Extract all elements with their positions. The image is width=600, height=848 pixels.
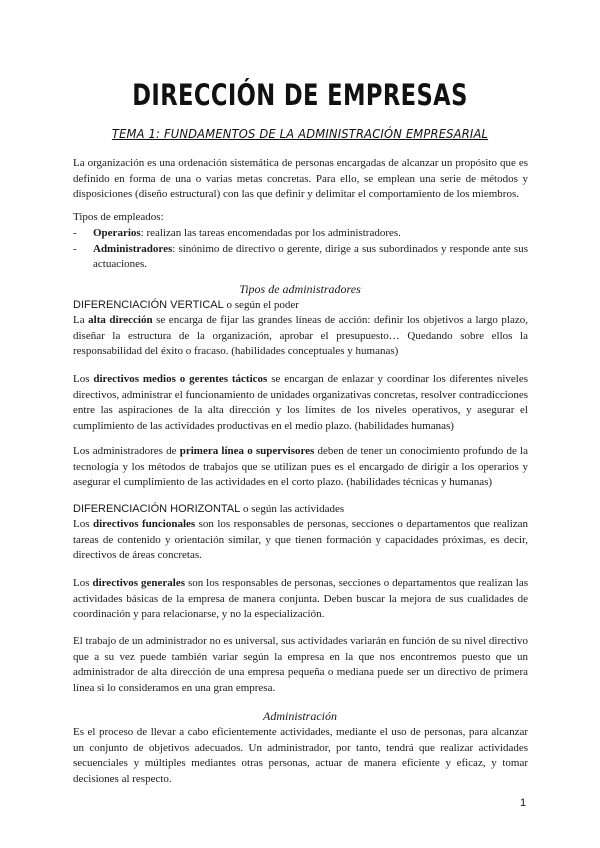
text-span: Los administradores de	[73, 445, 180, 457]
text-span: son los responsables de personas, secciones o departamentos que realizan tareas de contenido y orientación similar, y que tienen formación y capacidades próximas, es decir, directivos de áreas concretas.	[73, 518, 529, 561]
document-subtitle: TEMA 1: FUNDAMENTOS DE LA ADMINISTRACIÓN EMPRESARIAL	[111, 126, 489, 141]
administracion-paragraph: Es el proceso de llevar a cabo eficientemente actividades, mediante el uso de personas, para alcanzar un conjunto de objetivos adecuados. Un administrador, por tanto, tendrá que realizar actividades secuenciales y múltiples mediantes otras personas, actuar de manera eficiente y eficaz, y tomar decisiones al respecto.	[73, 726, 528, 785]
list-text: : sinónimo de directivo o gerente, dirige a sus subordinados y responde ante sus actuaciones.	[93, 242, 528, 270]
primera-linea-paragraph	[73, 444, 528, 491]
bold-term: primera línea o supervisores	[179, 445, 315, 457]
directivos-medios-paragraph	[73, 372, 528, 434]
horizontal-heading	[73, 502, 528, 518]
text-span: Los	[73, 577, 93, 589]
list-dash: -	[73, 242, 77, 255]
text-span: Los	[73, 373, 94, 385]
list-text: : realizan las tareas encomendadas por los administradores.	[140, 227, 401, 239]
vertical-heading	[73, 298, 528, 314]
section-heading-administracion: Administración	[263, 709, 337, 723]
bold-term: directivos generales	[92, 577, 186, 589]
section-heading-tipos: Tipos de administradores	[239, 282, 361, 296]
list-item	[73, 226, 528, 242]
bold-term: directivos medios o gerentes tácticos	[93, 373, 268, 385]
page-number: 1	[520, 797, 527, 809]
directivos-generales-paragraph	[73, 576, 528, 623]
tipos-label: Tipos de empleados:	[73, 211, 164, 223]
vertical-caps: DIFERENCIACIÓN VERTICAL	[73, 299, 224, 311]
text-span: se encarga de fijar las grandes líneas de acción: definir los objetivos a largo plazo, diseñar la estructura de la organización, aprobar el presupuesto… Quedando sobre ellos la responsabilidad del éxito o fracaso. (habilidades conceptuales y humanas)	[73, 314, 528, 357]
alta-direccion-paragraph	[73, 313, 528, 360]
directivos-funcionales-paragraph	[73, 517, 528, 564]
list-term: Administradores	[93, 242, 173, 255]
horizontal-caps: DIFERENCIACIÓN HORIZONTAL	[73, 503, 241, 515]
text-span: Los	[73, 518, 93, 530]
trabajo-administrador-paragraph: El trabajo de un administrador no es universal, sus actividades variarán en función de su nivel directivo que a su vez puede también variar según la empresa en la que nos encontremos puesto que un administrador de alta dirección de una empresa pequeña o mediana puede ser un directivo de primera línea si lo consideramos en una gran empresa.	[73, 635, 528, 694]
document-title: DIRECCIÓN DE EMPRESAS	[132, 78, 468, 112]
text-span: se encargan de enlazar y coordinar los diferentes niveles directivos, administrar el funcionamiento de unidades organizativas concretas, resolver contradicciones entre las aspiraciones de la alta dirección y los límites de los niveles operativos, y asegurar el cumplimiento de las actividades productivas en el medio plazo. (habilidades humanas)	[73, 373, 528, 432]
intro-paragraph: La organización es una ordenación sistemática de personas encargadas de alcanzar un propósito que es definido en forma de una o varias metas concretas. Para ello, se emplean una serie de métodos y disposiciones (diseño estructural) con las que definir y delimitar el comportamiento de los miembros.	[73, 157, 528, 200]
text-span: deben de tener un conocimiento profundo de la tecnología y los métodos de trabajos que se utilizan pues es el encargado de dirigir a los operarios y asegurar el cumplimiento de las actividades en el corto plazo. (habilidades técnicas y humanas)	[73, 445, 528, 488]
tipos-list	[73, 226, 528, 273]
text-span: La	[73, 314, 89, 326]
list-dash: -	[73, 227, 77, 239]
list-item	[73, 242, 528, 273]
bold-term: alta dirección	[88, 314, 153, 326]
vertical-rest: o según el poder	[223, 299, 299, 311]
text-span: son los responsables de personas, secciones o departamentos que realizan las actividades básicas de la empresa de manera conjunta. Deben buscar la mejora de sus cualidades de coordinación y para relacionarse, y no la especialización.	[73, 577, 529, 620]
bold-term: directivos funcionales	[92, 518, 196, 530]
horizontal-rest: o según las actividades	[240, 503, 345, 515]
list-term: Operarios	[93, 227, 141, 239]
